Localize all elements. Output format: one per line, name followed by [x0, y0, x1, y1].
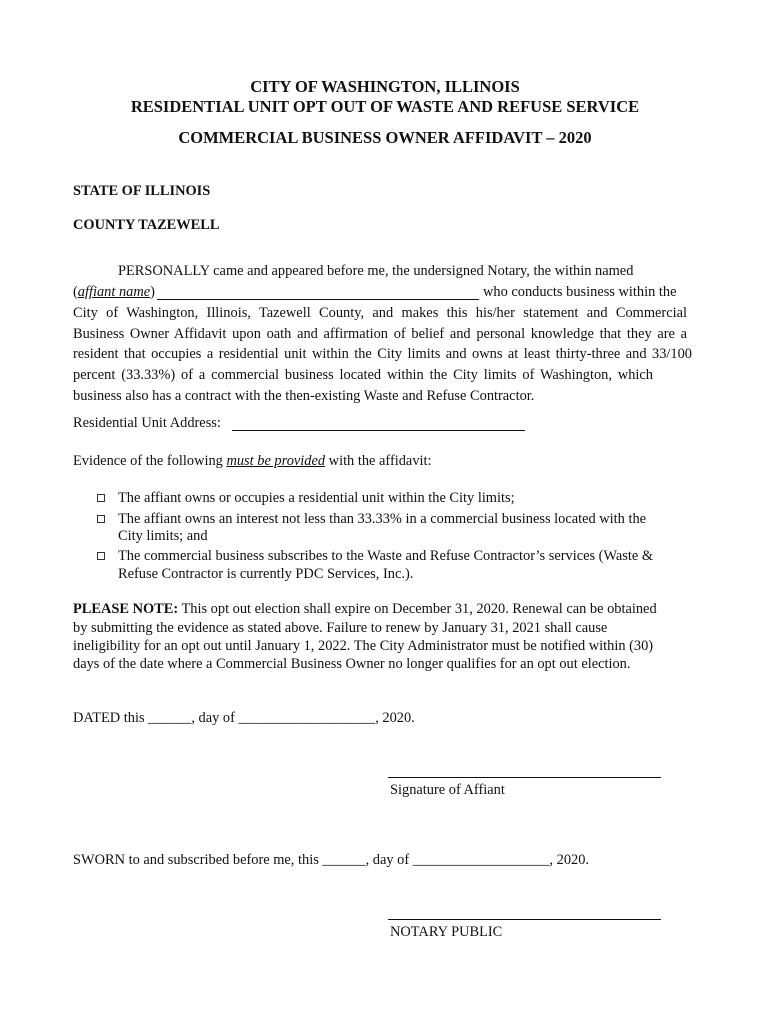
- note-text-1: This opt out election shall expire on December 31, 2020. Renewal can be obtained: [181, 601, 657, 617]
- evidence-checkbox-2[interactable]: [97, 515, 105, 523]
- evidence-checkbox-3[interactable]: [97, 552, 105, 560]
- affiant-signature-line[interactable]: [388, 777, 661, 778]
- evidence-lead: [73, 453, 432, 470]
- body-line-1: PERSONALLY came and appeared before me, the undersigned Notary, the within named: [118, 263, 634, 279]
- affiant-name-label: affiant name: [77, 284, 151, 300]
- evidence-checkbox-1[interactable]: [97, 494, 105, 502]
- affiant-name-line[interactable]: [157, 299, 479, 300]
- county-venue: COUNTY TAZEWELL: [73, 217, 220, 233]
- note-line-2: by submitting the evidence as stated above. Failure to renew by January 31, 2021 shall cause: [73, 620, 608, 636]
- affiant-name-row: [73, 284, 155, 301]
- note-label: PLEASE NOTE:: [73, 601, 179, 617]
- address-label: Residential Unit Address:: [73, 415, 221, 431]
- body-line-2-tail: who conducts business within the: [483, 284, 677, 300]
- notary-label: NOTARY PUBLIC: [390, 924, 503, 940]
- title-affidavit: COMMERCIAL BUSINESS OWNER AFFIDAVIT – 2020: [178, 128, 592, 147]
- affiant-paren-open: (: [73, 284, 78, 300]
- body-line-4: Business Owner Affidavit upon oath and affirmation of belief and personal knowledge that they are a: [73, 326, 687, 342]
- evidence-lead-text: Evidence of the following: [73, 453, 223, 469]
- body-line-7: business also has a contract with the then-existing Waste and Refuse Contractor.: [73, 388, 535, 404]
- affiant-paren-close: ): [150, 284, 155, 300]
- evidence-tail: with the affidavit:: [328, 453, 432, 469]
- note-line-3: ineligibility for an opt out until January 1, 2022. The City Administrator must be notified within (30): [73, 638, 654, 654]
- evidence-item-2-cont: City limits; and: [118, 528, 208, 544]
- evidence-item-3-cont: Refuse Contractor is currently PDC Services, Inc.).: [118, 566, 414, 582]
- title-city: CITY OF WASHINGTON, ILLINOIS: [250, 77, 520, 96]
- sworn-line[interactable]: SWORN to and subscribed before me, this ______, day of ___________________, 2020.: [73, 852, 590, 868]
- notary-signature-line[interactable]: [388, 919, 661, 920]
- dated-line[interactable]: DATED this ______, day of ___________________, 2020.: [73, 710, 415, 726]
- body-line-6: percent (33.33%) of a commercial business located within the City limits of Washington, which: [73, 367, 653, 383]
- body-line-5: resident that occupies a residential unit within the City limits and owns at least thirty-three and 33/100: [73, 346, 692, 362]
- body-line-3: City of Washington, Illinois, Tazewell County, and makes this his/her statement and Commercial: [73, 305, 687, 321]
- address-line[interactable]: [232, 430, 525, 431]
- affiant-signature-label: Signature of Affiant: [390, 782, 505, 798]
- evidence-item-1: The affiant owns or occupies a residential unit within the City limits;: [118, 490, 515, 506]
- state-venue: STATE OF ILLINOIS: [73, 183, 211, 199]
- evidence-item-2: The affiant owns an interest not less than 33.33% in a commercial business located with the: [118, 511, 647, 527]
- title-service: RESIDENTIAL UNIT OPT OUT OF WASTE AND REFUSE SERVICE: [130, 97, 640, 116]
- note-line-1: [73, 601, 657, 618]
- evidence-emphasis: must be provided: [226, 453, 326, 469]
- evidence-item-3: The commercial business subscribes to the Waste and Refuse Contractor’s services (Waste &: [118, 548, 654, 564]
- note-line-4: days of the date where a Commercial Business Owner no longer qualifies for an opt out election.: [73, 656, 631, 672]
